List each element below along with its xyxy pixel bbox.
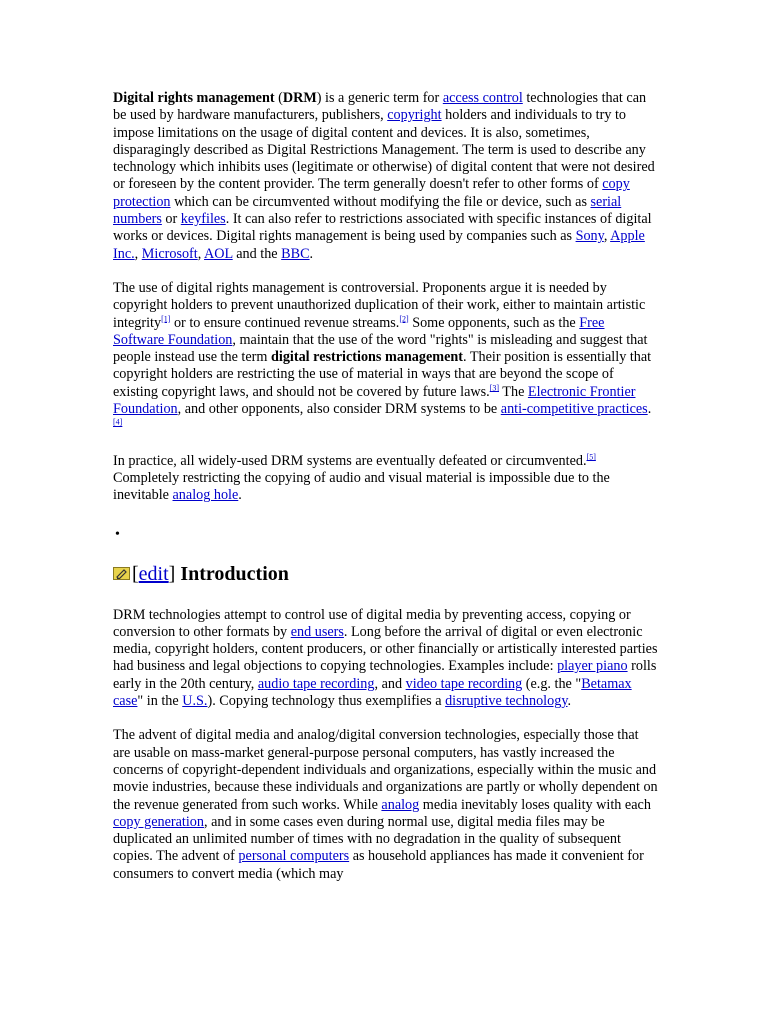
link-bbc[interactable]: BBC (281, 245, 310, 262)
link-analog-hole[interactable]: analog hole (172, 487, 239, 504)
link-sony[interactable]: Sony (575, 228, 604, 245)
text: as household appliances has made it convenient for consumers to convert media (which may (113, 848, 644, 882)
text: . (238, 487, 242, 504)
link-copy-generation[interactable]: copy generation (113, 813, 204, 830)
edit-bracket-open: [ (132, 562, 139, 585)
citation-1[interactable]: [1] (161, 313, 171, 323)
text: , maintain that the use of the word "rights" is misleading and suggest that people instead use the term (113, 331, 648, 366)
text: . Long before the arrival of digital or even electronic media, copyright holders, content producers, or other financially or artistically interested parties had business and legal objections to copying technologies. Examples include: (113, 623, 658, 675)
paragraph-practice (113, 453, 658, 505)
text: , (134, 245, 142, 262)
text: The advent of digital media and analog/digital conversion technologies, especially those that are usable on mass-market general-purpose personal computers, has vastly increased the concerns of copyright-dependent individuals and organizations, especially within the music and movie industries, because these individuals and organizations are partly or wholly dependent on the revenue generated from such works. While (113, 727, 658, 813)
article-body (113, 90, 658, 900)
section-title: Introduction (180, 562, 289, 585)
paragraph-intro (113, 90, 658, 263)
link-end-users[interactable]: end users (290, 623, 344, 640)
text: . (567, 693, 572, 710)
text: , and (374, 675, 406, 692)
text: holders and individuals to try to impose limitations on the usage of digital content and devices. It is also, sometimes, disparagingly described as Digital Restrictions Management. The term is used to describe any technology which inhibits uses (legitimate or otherwise) of digital content that were not desired or foreseen by the content provider. The term generally doesn't refer to other forms of (113, 107, 655, 193)
bold-term: digital restrictions management (270, 349, 464, 366)
link-serial-numbers[interactable]: serial numbers (113, 193, 622, 228)
link-player-piano[interactable]: player piano (557, 658, 628, 675)
bold-term: DRM (282, 90, 317, 106)
text: (e.g. the " (522, 675, 582, 692)
text: In practice, all widely-used DRM systems are eventually defeated or circumvented. (113, 452, 587, 469)
text: or to ensure continued revenue streams. (170, 314, 400, 331)
text: rolls early in the 20th century, (113, 658, 657, 692)
edit-bracket-close: ] (168, 562, 176, 585)
text: The use of digital rights management is controversial. Proponents argue it is needed by copyright holders to prevent unauthorized duplication of their work, either to maintain artistic integrity (113, 279, 646, 331)
paragraph-introduction-2 (113, 727, 658, 883)
bold-term: Digital rights management (113, 90, 275, 106)
paragraph-introduction-1 (113, 607, 658, 711)
link-video-tape-recording[interactable]: video tape recording (405, 675, 523, 692)
text: . (647, 401, 652, 418)
link-access-control[interactable]: access control (442, 90, 523, 106)
citation-4[interactable]: [4] (113, 417, 123, 427)
link-eff[interactable]: Electronic Frontier Foundation (113, 383, 636, 418)
link-analog[interactable]: analog (381, 796, 420, 813)
link-audio-tape-recording[interactable]: audio tape recording (257, 675, 375, 692)
text: ( (274, 90, 283, 106)
link-fsf[interactable]: Free Software Foundation (113, 314, 605, 348)
text: , (197, 245, 205, 262)
text: , (603, 228, 611, 245)
text: DRM technologies attempt to control use of digital media by preventing access, copying or conversion to other formats by (113, 606, 631, 640)
text: technologies that can be used by hardware manufacturers, publishers, (113, 90, 647, 124)
link-copyright[interactable]: copyright (387, 107, 442, 124)
link-disruptive-technology[interactable]: disruptive technology (445, 693, 568, 710)
section-heading-introduction (113, 562, 658, 586)
link-betamax-case[interactable]: Betamax case (113, 675, 632, 710)
text: " in the (137, 693, 183, 710)
text: and the (232, 245, 282, 262)
link-keyfiles[interactable]: keyfiles (180, 211, 226, 228)
text: or (161, 211, 181, 228)
text: . Their position is essentially that copyright holders are restricting the use of material in ways that are beyond the scope of existing copyright laws, and should not be covered by future laws. (113, 349, 652, 400)
text: The (499, 383, 528, 400)
link-microsoft[interactable]: Microsoft (141, 245, 198, 262)
text: , and in some cases even during normal use, digital media files may be duplicated an unlimited number of times with no degradation in the quality of subsequent copies. The advent of (113, 813, 621, 865)
text: , and other opponents, also consider DRM systems to be (177, 401, 501, 418)
link-copy-protection[interactable]: copy protection (113, 176, 630, 210)
link-personal-computers[interactable]: personal computers (238, 848, 350, 865)
pencil-edit-icon[interactable] (113, 567, 130, 580)
text: media inevitably loses quality with each (419, 796, 651, 813)
citation-3[interactable]: [3] (489, 383, 500, 393)
link-aol[interactable]: AOL (204, 245, 233, 262)
text: . It can also refer to restrictions associated with specific instances of digital works or devices. Digital rights management is being used by companies such as (113, 211, 652, 245)
text: Some opponents, such as the (408, 314, 580, 331)
text: which can be circumvented without modifying the file or device, such as (170, 193, 591, 210)
citation-5[interactable]: [5] (586, 451, 596, 461)
paragraph-controversy (113, 280, 658, 436)
empty-list-item (113, 522, 658, 562)
edit-section-link[interactable]: edit (138, 562, 169, 585)
link-us[interactable]: U.S. (182, 693, 208, 710)
citation-2[interactable]: [2] (399, 313, 409, 323)
text: ). Copying technology thus exemplifies a (207, 693, 446, 710)
link-apple[interactable]: Apple Inc. (113, 228, 645, 262)
bullet-marker: • (115, 526, 120, 542)
text: Completely restricting the copying of audio and visual material is impossible due to the inevitable (113, 469, 610, 504)
text: ) is a generic term for (316, 90, 443, 106)
text: . (309, 245, 314, 262)
link-anti-competitive[interactable]: anti-competitive practices (500, 401, 648, 418)
